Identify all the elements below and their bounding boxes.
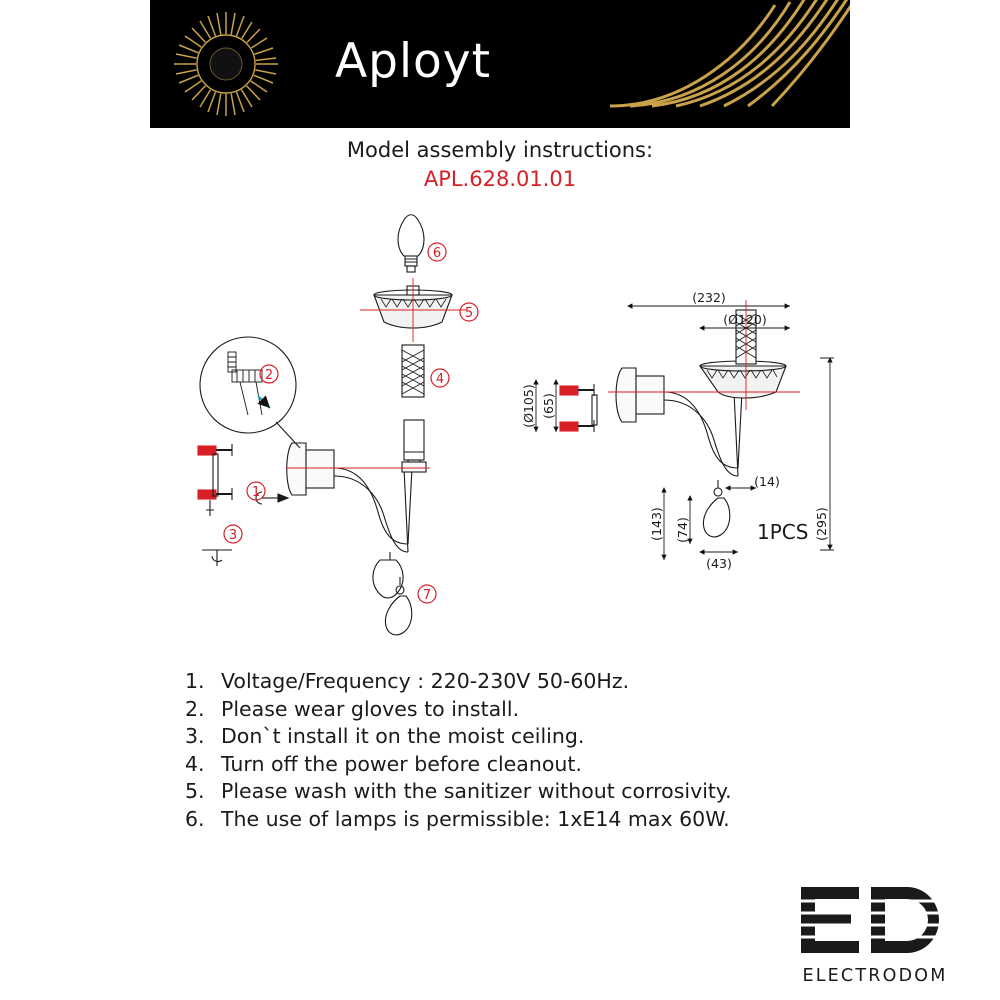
list-item <box>185 778 885 806</box>
detail-magnifier <box>200 337 300 448</box>
list-item-text: Please wash with the sanitizer without corrosivity. <box>221 779 732 803</box>
list-item <box>185 751 885 779</box>
list-item <box>185 723 885 751</box>
instruction-list <box>185 668 885 833</box>
list-item-text: Please wear gloves to install. <box>221 696 520 721</box>
assembly-diagram <box>0 200 1000 660</box>
list-item-text: The use of lamps is permissible: 1xE14 max 60W. <box>221 806 730 831</box>
part-wall-lamp <box>287 443 426 598</box>
callout-6: 6 <box>432 246 442 261</box>
callout-1: 1 <box>251 485 261 500</box>
list-item-number: 6. <box>185 806 205 831</box>
list-item-number: 4. <box>185 751 205 776</box>
callout-7: 7 <box>422 588 432 603</box>
quantity-label: 1PCS <box>757 520 809 544</box>
list-item-number: 3. <box>185 724 205 748</box>
page-title <box>0 138 1000 191</box>
dim-height-total: (295) <box>814 507 829 541</box>
dim-base-depth: (65) <box>541 393 556 419</box>
part-socket <box>404 420 424 468</box>
dim-drop-height: (143) <box>649 507 664 541</box>
dim-crystal-size: (14) <box>754 474 780 489</box>
dim-width-total: (232) <box>692 290 726 305</box>
callout-2: 2 <box>264 368 274 383</box>
part-screws <box>198 444 232 516</box>
sunburst-icon <box>172 10 280 118</box>
list-item-number: 1. <box>185 669 205 693</box>
header-banner <box>150 0 850 128</box>
brand-name: Aployt <box>335 34 492 89</box>
icon-moisture <box>202 550 232 566</box>
technical-drawing <box>560 310 786 537</box>
callout-5: 5 <box>464 306 474 321</box>
part-bulb <box>398 215 424 272</box>
dim-pendant-height: (74) <box>675 517 690 543</box>
dim-canopy-diameter: (Ø120) <box>723 312 767 327</box>
footer-wordmark: ELECTRODOM <box>802 966 948 986</box>
list-item-number: 5. <box>185 779 205 803</box>
list-item-text: Voltage/Frequency : 220-230V 50-60Hz. <box>221 669 630 693</box>
list-item <box>185 806 885 834</box>
footer-logo <box>780 883 970 986</box>
part-pendant-drop <box>385 577 411 635</box>
callout-4: 4 <box>435 372 445 387</box>
callout-3: 3 <box>228 528 238 543</box>
ed-monogram-icon <box>797 883 953 957</box>
list-item <box>185 696 885 724</box>
part-twisted-column <box>402 345 424 397</box>
model-code: APL.628.01.01 <box>423 167 577 191</box>
title-text: Model assembly instructions: <box>346 138 654 162</box>
dim-base-diameter: (Ø105) <box>521 384 536 428</box>
list-item-text: Turn off the power before cleanout. <box>221 751 582 776</box>
fan-rays-icon <box>590 0 850 110</box>
list-item <box>185 668 885 696</box>
dim-pendant-width: (43) <box>706 556 732 571</box>
list-item-number: 2. <box>185 696 205 721</box>
list-item-text: Don`t install it on the moist ceiling. <box>221 724 585 748</box>
